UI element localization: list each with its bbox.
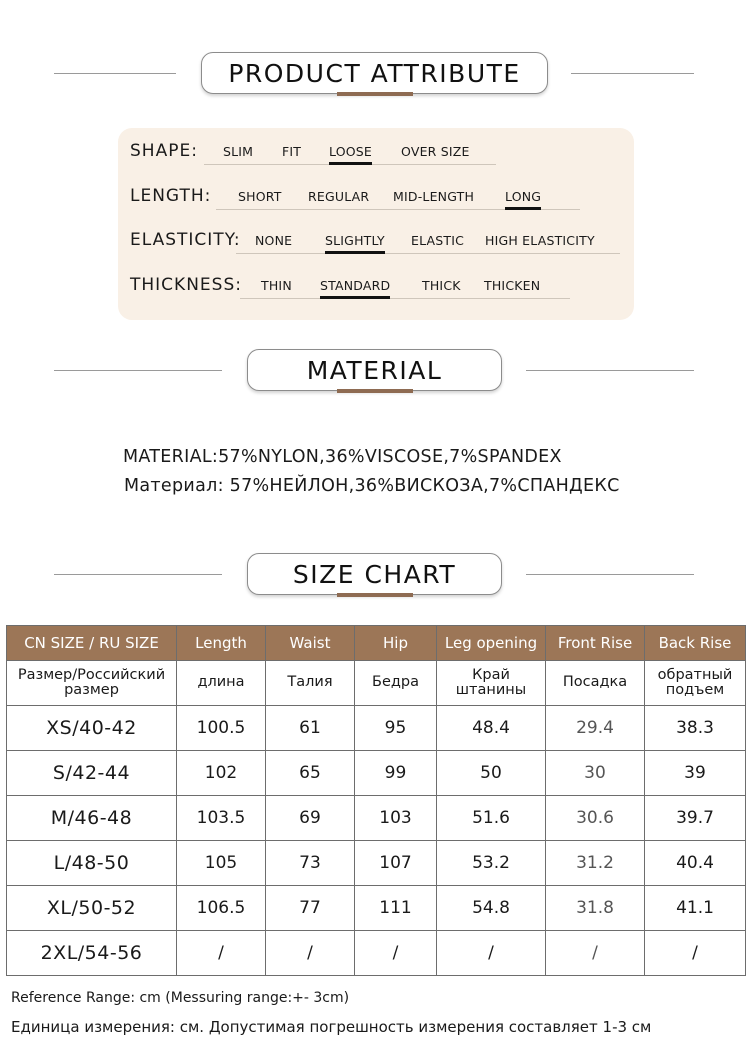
table-row xyxy=(7,931,746,976)
column-subheader: Посадка xyxy=(546,661,645,706)
table-cell: 40.4 xyxy=(645,841,746,886)
table-cell: 53.2 xyxy=(437,841,546,886)
table-cell: 39.7 xyxy=(645,796,746,841)
column-subheader: Бедра xyxy=(355,661,437,706)
attribute-option-selected: SLIGHTLY xyxy=(325,233,385,248)
table-cell: 100.5 xyxy=(177,706,266,751)
table-cell: 48.4 xyxy=(437,706,546,751)
attribute-row-length xyxy=(130,180,585,210)
table-cell: 61 xyxy=(266,706,355,751)
divider-line xyxy=(54,574,222,575)
table-cell: 99 xyxy=(355,751,437,796)
attribute-label: SHAPE: xyxy=(130,141,198,161)
table-cell: 106.5 xyxy=(177,886,266,931)
material-line-ru: Материал: 57%НЕЙЛОН,36%ВИСКОЗА,7%СПАНДЕКС xyxy=(124,476,620,496)
table-cell: 73 xyxy=(266,841,355,886)
attribute-option: OVER SIZE xyxy=(401,144,470,159)
table-cell: / xyxy=(437,931,546,976)
column-subheader: длина xyxy=(177,661,266,706)
attribute-option: SLIM xyxy=(223,144,254,159)
section-title-attribute xyxy=(201,52,548,94)
attribute-option: THIN xyxy=(261,278,292,293)
size-cell: L/48-50 xyxy=(7,841,177,886)
table-subheader-row xyxy=(7,661,746,706)
attribute-option: MID-LENGTH xyxy=(393,189,475,204)
attribute-option: ELASTIC xyxy=(411,233,465,248)
size-cell: XS/40-42 xyxy=(7,706,177,751)
size-cell: XL/50-52 xyxy=(7,886,177,931)
column-header: Back Rise xyxy=(645,626,746,661)
attribute-row-shape xyxy=(130,135,500,165)
attribute-option: REGULAR xyxy=(308,189,370,204)
table-cell: 31.8 xyxy=(546,886,645,931)
column-subheader: Край штанины xyxy=(437,661,546,706)
table-cell: / xyxy=(355,931,437,976)
size-cell: S/42-44 xyxy=(7,751,177,796)
size-cell: M/46-48 xyxy=(7,796,177,841)
table-cell: 29.4 xyxy=(546,706,645,751)
section-title-size-chart xyxy=(247,553,502,595)
table-header-row xyxy=(7,626,746,661)
table-cell: 30.6 xyxy=(546,796,645,841)
table-cell: 105 xyxy=(177,841,266,886)
table-cell: 103.5 xyxy=(177,796,266,841)
table-cell: 50 xyxy=(437,751,546,796)
divider-line xyxy=(54,73,176,74)
attribute-option-selected: LONG xyxy=(505,189,542,204)
column-header: Front Rise xyxy=(546,626,645,661)
attribute-option: THICKEN xyxy=(484,278,541,293)
section-title-text: MATERIAL xyxy=(306,355,443,385)
attribute-option: HIGH ELASTICITY xyxy=(485,233,595,248)
table-cell: 77 xyxy=(266,886,355,931)
column-subheader: Размер/Российский размер xyxy=(7,661,177,706)
size-cell: 2XL/54-56 xyxy=(7,931,177,976)
column-header: Hip xyxy=(355,626,437,661)
attribute-option: NONE xyxy=(255,233,293,248)
table-cell: 69 xyxy=(266,796,355,841)
table-cell: 38.3 xyxy=(645,706,746,751)
table-row xyxy=(7,751,746,796)
table-cell: 31.2 xyxy=(546,841,645,886)
table-cell: 103 xyxy=(355,796,437,841)
column-subheader: обратный подъем xyxy=(645,661,746,706)
column-header: Leg opening xyxy=(437,626,546,661)
attribute-option: SHORT xyxy=(238,189,282,204)
table-cell: 54.8 xyxy=(437,886,546,931)
table-row xyxy=(7,886,746,931)
divider-line xyxy=(54,370,222,371)
table-row xyxy=(7,841,746,886)
size-chart-table xyxy=(6,625,746,976)
column-header: CN SIZE / RU SIZE xyxy=(7,626,177,661)
title-accent-bar xyxy=(337,92,413,96)
table-cell: / xyxy=(177,931,266,976)
table-cell: / xyxy=(546,931,645,976)
section-title-text: PRODUCT ATTRIBUTE xyxy=(228,58,521,88)
table-cell: 65 xyxy=(266,751,355,796)
attribute-option-selected: LOOSE xyxy=(329,144,373,159)
attribute-underline xyxy=(236,253,620,254)
table-row xyxy=(7,706,746,751)
reference-note-en: Reference Range: cm (Messuring range:+- 3cm) xyxy=(11,990,350,1006)
table-cell: 30 xyxy=(546,751,645,796)
column-header: Waist xyxy=(266,626,355,661)
title-accent-bar xyxy=(337,593,413,597)
section-title-text: SIZE CHART xyxy=(292,559,457,589)
table-cell: 39 xyxy=(645,751,746,796)
table-cell: 107 xyxy=(355,841,437,886)
attribute-label: ELASTICITY: xyxy=(130,230,241,250)
table-cell: 41.1 xyxy=(645,886,746,931)
divider-line xyxy=(526,574,694,575)
attribute-option: FIT xyxy=(282,144,302,159)
attribute-underline xyxy=(240,298,570,299)
divider-line xyxy=(571,73,694,74)
attribute-row-elasticity xyxy=(130,224,622,254)
material-line-en: MATERIAL:57%NYLON,36%VISCOSE,7%SPANDEX xyxy=(123,447,562,467)
attribute-option: THICK xyxy=(422,278,461,293)
table-cell: / xyxy=(645,931,746,976)
title-accent-bar xyxy=(337,389,413,393)
column-subheader: Талия xyxy=(266,661,355,706)
attribute-option-selected: STANDARD xyxy=(320,278,391,293)
table-cell: 102 xyxy=(177,751,266,796)
section-title-material xyxy=(247,349,502,391)
table-cell: 111 xyxy=(355,886,437,931)
table-row xyxy=(7,796,746,841)
attribute-label: THICKNESS: xyxy=(130,275,242,295)
divider-line xyxy=(526,370,694,371)
reference-note-ru: Единица измерения: см. Допустимая погрешность измерения составляет 1-3 см xyxy=(11,1018,652,1036)
table-cell: 95 xyxy=(355,706,437,751)
column-header: Length xyxy=(177,626,266,661)
table-cell: / xyxy=(266,931,355,976)
attribute-label: LENGTH: xyxy=(130,186,212,206)
attribute-row-thickness xyxy=(130,269,575,299)
table-cell: 51.6 xyxy=(437,796,546,841)
